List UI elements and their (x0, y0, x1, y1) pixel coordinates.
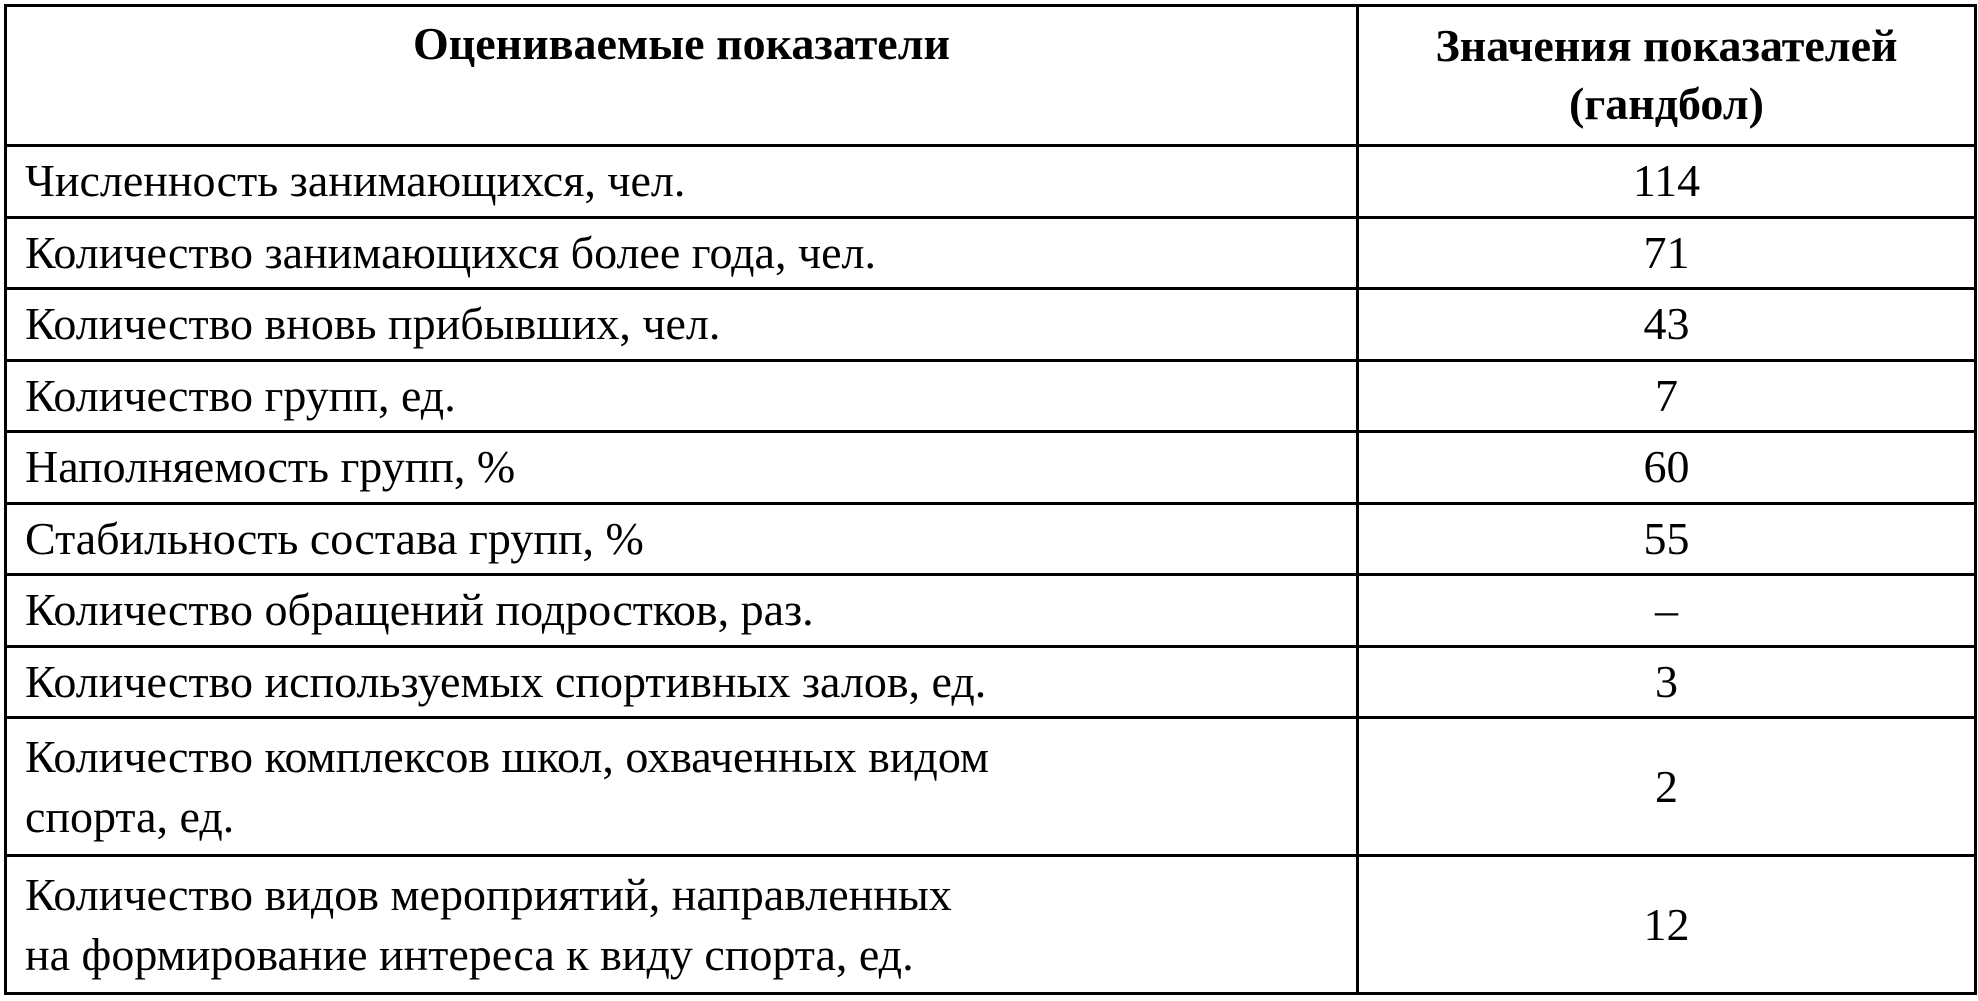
table-row (6, 432, 1976, 504)
table-row (6, 289, 1976, 361)
row-value: – (1358, 575, 1976, 647)
row-label-line1: Количество комплексов школ, охваченных видом (25, 730, 990, 782)
table-row (6, 217, 1976, 289)
table-row (6, 360, 1976, 432)
table-row (6, 856, 1976, 994)
row-label: Количество обращений подростков, раз. (6, 575, 1358, 647)
table-header-row (6, 6, 1976, 146)
row-label: Численность занимающихся, чел. (6, 146, 1358, 218)
table-row (6, 503, 1976, 575)
row-value: 3 (1358, 646, 1976, 718)
table-row (6, 718, 1976, 856)
row-label (6, 718, 1358, 856)
row-value: 55 (1358, 503, 1976, 575)
row-value: 12 (1358, 856, 1976, 994)
row-label (6, 856, 1358, 994)
header-value-line1: Значения показателей (1435, 19, 1898, 71)
row-value: 114 (1358, 146, 1976, 218)
row-label: Количество занимающихся более года, чел. (6, 217, 1358, 289)
row-label: Количество используемых спортивных залов, ед. (6, 646, 1358, 718)
row-value: 60 (1358, 432, 1976, 504)
row-label-line2: на формирование интереса к виду спорта, ед. (25, 928, 914, 980)
row-label: Количество групп, ед. (6, 360, 1358, 432)
row-label: Стабильность состава групп, % (6, 503, 1358, 575)
row-label: Количество вновь прибывших, чел. (6, 289, 1358, 361)
header-indicator: Оцениваемые показатели (6, 6, 1358, 146)
row-value: 43 (1358, 289, 1976, 361)
row-value: 71 (1358, 217, 1976, 289)
row-value: 7 (1358, 360, 1976, 432)
header-value (1358, 6, 1976, 146)
row-label-line1: Количество видов мероприятий, направленных (25, 868, 952, 920)
table-row (6, 575, 1976, 647)
header-value-line2: (гандбол) (1569, 77, 1764, 129)
row-label-line2: спорта, ед. (25, 790, 235, 842)
row-label: Наполняемость групп, % (6, 432, 1358, 504)
table-row (6, 146, 1976, 218)
indicators-table (4, 4, 1977, 995)
row-value: 2 (1358, 718, 1976, 856)
table-row (6, 646, 1976, 718)
